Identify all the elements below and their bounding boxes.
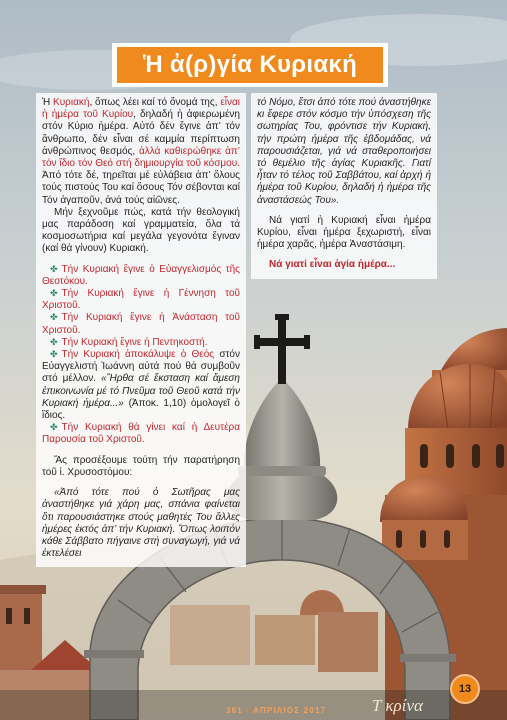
event-lead: Τήν Κυριακή ἔγινε ἡ Ἀνάσταση τοῦ Χριστοῦ. [42,312,240,336]
title-banner [112,43,388,87]
separator: • [245,706,250,715]
event-lead: Τήν Κυριακή ἔγινε ἡ Γέννηση τοῦ Χριστοῦ. [42,288,240,312]
intro-highlight: Κυριακή [53,97,90,108]
event-lead: Τήν Κυριακή ἀποκάλυψε ὁ Θεός [61,349,215,361]
intro-text: Ἡ [42,97,54,108]
bottom-shade [0,690,507,720]
event-lead: Τήν Κυριακή θά γίνει καί ἡ Δευτέρα Παρουσία τοῦ Χριστοῦ. [42,422,240,446]
magazine-logo: Τ κρίνα [372,696,423,715]
revelation-quote: «Ἤρθα σέ ἔκσταση καί ἄμεση ἐπικοινωνία μέ τό Πνεῦμα τοῦ Θεοῦ κατά τήν Κυριακή ἡμέρα...» [42,373,240,409]
intro-text: Ἀπό τότε δέ, τηρεῖται μέ εὐλάβεια ἀπ’ ὅλους τούς πιστούς Του καί ὅσους Τόν σέβονται καί Τόν ἀγαποῦν, ἀνά τούς αἰῶνες. [42,170,240,206]
list-item [42,264,240,288]
closing-line: Νά γιατί εἶναι ἁγία ἡμέρα... [269,259,396,271]
intro-highlight: εἶναι ἡ ἡμέρα τοῦ Κυρίου [42,97,240,121]
event-lead: Τήν Κυριακή ἔγινε ὁ Εὐαγγελισμός τῆς Θεοτόκου. [42,263,240,287]
page-number-text: 13 [458,683,472,695]
list-item [42,422,240,446]
chrysostom-quote-end: τό Νόμο, ἔτσι ἀπό τότε πού ἀναστήθηκε κι ἔφερε στόν κόσμο τήν ὑπόσχεση τῆς σωτηρίας Του, φρόντισε τήν Κυριακή, τήν πρώτη ἡμέρα τῆς ἑβδομάδας, νά παρουσιάζεται, γιά νά σταθεροποιήσει τό θεμέλιο τῆς ἁγίας Κυριακῆς. Γιατί ἦταν τό τέλος τοῦ Σαββάτου, καί ἀρχή ἡ ἡμέρα τοῦ Κυρίου, δηλαδή ἡ ἡμέρα τῆς ἀναστάσεώς Του». [257,97,431,206]
flower-bullet-icon: ✤ [50,264,58,275]
flower-bullet-icon: ✤ [50,423,58,434]
chrysostom-intro: Ἄς προσέξουμε τούτη τήν παρατήρηση τοῦ ἱ. Χρυσοστόμου: [42,454,240,478]
article-title: Ἡ ἀ(ρ)γία Κυριακή [142,51,358,78]
left-column [36,93,246,567]
issue-date [226,706,326,715]
tradition-paragraph: Μήν ξεχνοῦμε πώς, κατά τήν θεολογική μας παράδοση καί γραμματεία, ὅλα τά κοσμοσωτήρια καί μεγάλα γεγονότα ἔγιναν (καί θά γίνουν) Κυριακή. [42,206,240,255]
event-text: στόν Εὐαγγελιστή Ἰωάννη αὐτά πού θά συμβοῦν στό μέλλον. [42,349,240,385]
intro-text: , ὅπως λέει καί τό ὄνομά της, [89,97,221,108]
intro-paragraph [42,97,240,207]
list-item [42,312,240,336]
issue-month: ΑΠΡΙΛΙΟΣ 2017 [252,706,327,715]
page-number [450,674,480,704]
sunday-events-list [42,264,240,447]
intro-text: , δηλαδή ἡ ἀφιερωμένη στόν Κύριο ἡμέρα. Αὐτό δέν ἔγινε ἀπ’ τόν ἄνθρωπο, δέν εἶναι σέ καμμία περίπτωση ἀνθρώπινος θεσμός, [42,109,240,157]
list-item [42,349,240,422]
list-item [42,337,240,349]
conclusion-paragraph: Νά γιατί ἡ Κυριακή εἶναι ἡμέρα Κυρίου, εἶναι ἡμέρα ξεχωριστή, εἶναι ἡμέρα χαρᾶς, ἡμέρα Ἀναστάσιμη. [257,214,431,251]
issue-number: 361 [226,706,243,715]
list-item [42,288,240,312]
right-column [251,93,437,279]
flower-bullet-icon: ✤ [50,350,58,361]
intro-highlight: ἀλλά καθιερώθηκε ἀπ’ τόν ἴδιο τόν Θεό στή δημιουργία τοῦ κόσμου. [42,145,240,170]
quote-source: (Ἀποκ. 1,10) ὁμολογεῖ ὁ ἴδιος. [42,397,240,422]
flower-bullet-icon: ✤ [50,313,58,324]
flower-bullet-icon: ✤ [50,289,58,300]
event-lead: Τήν Κυριακή ἔγινε ἡ Πεντηκοστή. [61,336,208,348]
title-banner-fill [117,47,383,83]
chrysostom-quote-start: «Ἀπό τότε πού ὁ Σωτῆρας μας ἀναστήθηκε γιά χάρη μας, σπάνια φαίνεται ὅτι παρουσιάστηκε στούς μαθητές Του ἄλλες ἡμέρες ἐκτός ἀπ’ τήν Κυριακή. Ὅπως λοιπόν κάθε Σάββατο πήγαινε στή συναγωγή, γιά νά ἐκτελέσει [42,487,240,560]
flower-bullet-icon: ✤ [50,337,58,348]
